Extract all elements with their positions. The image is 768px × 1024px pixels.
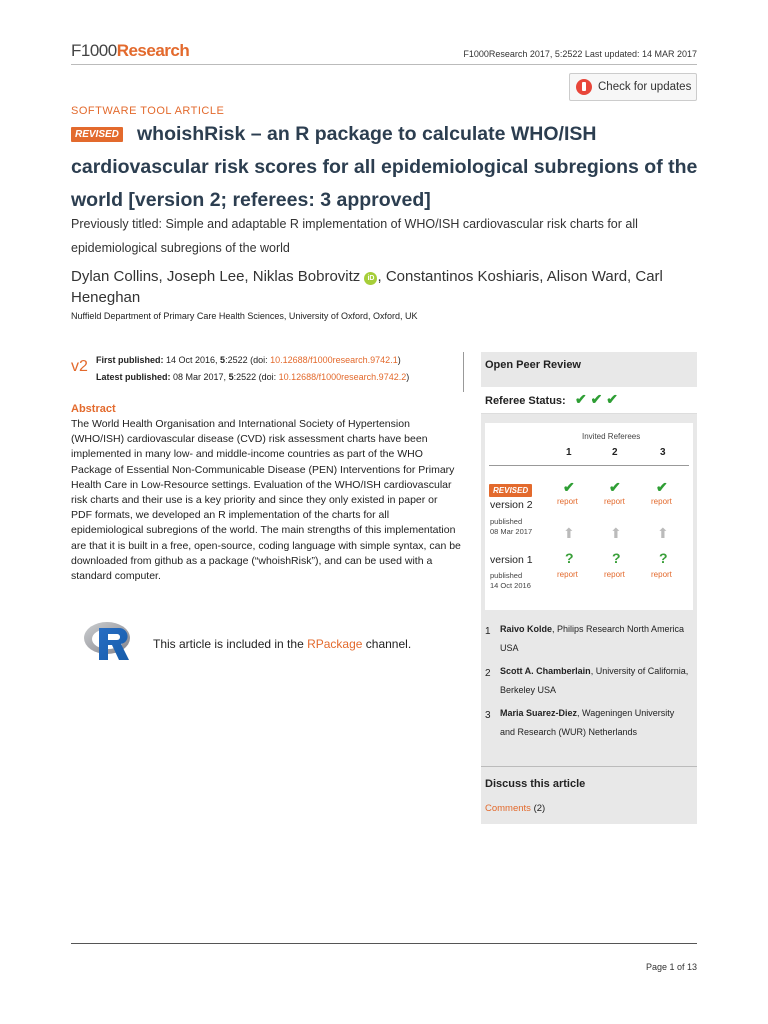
footer-divider — [71, 943, 697, 944]
referee-name: Maria Suarez-Diez — [500, 708, 578, 718]
approved-tick-icon: ✔ — [575, 391, 587, 407]
comments-count: (2) — [530, 803, 546, 814]
version-label: v2 — [71, 358, 88, 375]
v2-label: version 2 — [490, 499, 533, 511]
v1-label: version 1 — [490, 554, 533, 566]
referee-name: Scott A. Chamberlain — [500, 666, 591, 676]
latest-close: ) — [406, 372, 410, 382]
up-arrow-icon: ⬆ — [657, 525, 669, 541]
version-history — [96, 352, 464, 392]
logo-prefix: F1000 — [71, 41, 117, 60]
referee-number: 3 — [485, 710, 491, 721]
v1-r3-question-icon: ? — [659, 550, 668, 566]
affiliation: Nuffield Department of Primary Care Health Sciences, University of Oxford, Oxford, UK — [71, 311, 418, 321]
col-2: 2 — [612, 447, 618, 458]
first-published — [96, 352, 463, 369]
latest-published-ref: :2522 (doi: — [233, 372, 279, 382]
check-updates-label: Check for updates — [598, 81, 692, 93]
header-divider — [71, 64, 697, 65]
latest-published-volume: 5 — [228, 372, 234, 382]
referee-affiliation: , Philips Research North America USA — [500, 624, 685, 653]
first-published-ref: :2522 (doi: — [225, 355, 271, 365]
up-arrow-icon: ⬆ — [563, 525, 575, 541]
v2-date: 08 Mar 2017 — [490, 527, 533, 536]
revised-badge-label: REVISED — [71, 127, 123, 142]
abstract-heading: Abstract — [71, 403, 116, 415]
v1-r2-question-icon: ? — [612, 550, 621, 566]
abstract-text: The World Health Organisation and International Society of Hypertension (WHO/ISH) cardiovascular disease (CVD) risk assessment charts have been implemented in many low- and middle-income countries as part of the WHO Package of Essential Non-Communicable Disease (PEN) Interventions for Primary Health Care in Low-Resource settings. Evaluation of the WHO/ISH cardiovascular risk charts and their use is a key priority and since they only existed in paper or PDF formats, we developed an R implementation of the charts for all epidemiological subregions of the world. The main strengths of this implementation are that it is built in a free, open-source, coding language with simple syntax, can be downloaded from github as a package (“whoishRisk”), and can be used with a standard computer. — [71, 418, 461, 583]
referee-status-label: Referee Status: — [485, 395, 566, 407]
v1-report-3-link[interactable]: report — [651, 570, 672, 579]
v1-r1-question-icon: ? — [565, 550, 574, 566]
approved-tick-icon: ✔ — [606, 391, 618, 407]
latest-doi-link[interactable]: 10.12688/f1000research.9742.2 — [278, 372, 407, 382]
v2-report-3-link[interactable]: report — [651, 497, 672, 506]
referee-affiliation: , Wageningen University and Research (WUR) Netherlands — [500, 708, 675, 737]
v1-report-1-link[interactable]: report — [557, 570, 578, 579]
v2-published: published — [490, 517, 523, 526]
up-arrow-icon: ⬆ — [610, 525, 622, 541]
v2-revised-badge — [489, 480, 532, 498]
r-logo-icon[interactable] — [83, 620, 139, 664]
referee-number: 2 — [485, 668, 491, 679]
v2-report-2-link[interactable]: report — [604, 497, 625, 506]
referee-name: Raivo Kolde — [500, 624, 553, 634]
article-meta: F1000Research 2017, 5:2522 Last updated: 14 MAR 2017 — [463, 49, 697, 59]
comments-link[interactable]: Comments — [485, 803, 531, 814]
v1-published: published — [490, 571, 523, 580]
revised-badge — [71, 124, 123, 142]
orcid-icon[interactable]: iD — [364, 272, 377, 285]
author-list — [71, 266, 711, 308]
f1000-logo[interactable] — [71, 41, 189, 61]
referee-number: 1 — [485, 626, 491, 637]
latest-published-label: Latest published: — [96, 372, 171, 382]
panel-divider — [481, 766, 697, 767]
logo-suffix: Research — [116, 41, 190, 60]
first-close: ) — [397, 355, 401, 365]
page-number: Page 1 of 13 — [645, 962, 697, 972]
referee-affiliation: , University of California, Berkeley USA — [500, 666, 689, 695]
first-published-date: 14 Oct 2016, — [163, 355, 221, 365]
channel-suffix: channel. — [362, 637, 412, 651]
rpackage-channel-link[interactable]: RPackage — [307, 637, 363, 651]
bookmark-icon — [576, 79, 592, 95]
referee-status-ticks — [575, 391, 618, 408]
comments-row — [485, 803, 545, 814]
table-divider — [489, 465, 689, 466]
approved-tick-icon: ✔ — [590, 391, 603, 407]
latest-published-date: 08 Mar 2017, — [170, 372, 229, 382]
first-doi-link[interactable]: 10.12688/f1000research.9742.1 — [270, 355, 398, 365]
first-published-label: First published: — [96, 355, 164, 365]
authors-first: Dylan Collins, Joseph Lee, Niklas Bobrovitz — [71, 268, 361, 285]
referee-text — [500, 620, 690, 658]
channel-prefix: This article is included in the — [153, 637, 308, 651]
first-published-volume: 5 — [220, 355, 226, 365]
v1-date: 14 Oct 2016 — [490, 581, 531, 590]
v2-report-1-link[interactable]: report — [557, 497, 578, 506]
invited-referees-label: Invited Referees — [582, 432, 641, 441]
peer-review-heading: Open Peer Review — [485, 359, 581, 371]
article-type: SOFTWARE TOOL ARTICLE — [71, 105, 225, 117]
v2-revised-label: REVISED — [489, 484, 532, 497]
v2-r2-tick-icon: ✔ — [609, 479, 621, 495]
discuss-heading: Discuss this article — [485, 778, 586, 790]
previous-title: Previously titled: Simple and adaptable R implementation of WHO/ISH cardiovascular risk charts for all epidemiological subregions of the world — [71, 217, 638, 255]
v2-r3-tick-icon: ✔ — [656, 479, 668, 495]
referee-text — [500, 704, 690, 742]
article-title: whoishRisk – an R package to calculate WHO/ISH cardiovascular risk scores for all epidemiological subregions of the world [version 2; referees: 3 approved] — [71, 123, 698, 211]
authors-rest: , Constantinos Koshiaris, Alison Ward, Carl Heneghan — [71, 268, 663, 306]
latest-published — [96, 369, 463, 386]
col-3: 3 — [660, 447, 666, 458]
check-updates-button[interactable] — [569, 73, 697, 101]
v2-r1-tick-icon: ✔ — [563, 479, 575, 495]
referee-text — [500, 662, 690, 700]
col-1: 1 — [566, 447, 572, 458]
v1-report-2-link[interactable]: report — [604, 570, 625, 579]
channel-notice — [153, 637, 411, 651]
